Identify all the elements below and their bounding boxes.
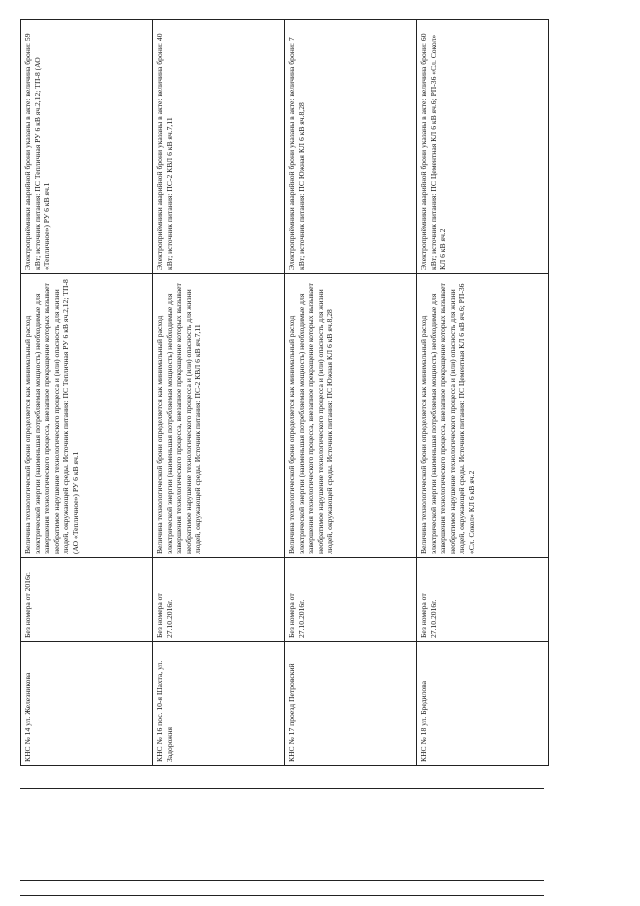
table-row: [153, 20, 285, 766]
technological-reserve-cell: Величина технологической брони определяется как минимальный расход электрической энергии (наименьшая потребляемая мощность) необходимые для завершения технологического процесса, внезапное прекращение которых вызывает необратимое нарушение технологического процесса и (или) опасность для жизни людей, окружающей среды. Источник питания: ПС Цементная КЛ 6 кВ яч.6; РП-36 «Сл. Сокол» КЛ 6 кВ яч.2: [417, 274, 549, 558]
table-row: [21, 20, 153, 766]
object-name-cell: КНС № 17 проезд Петровский: [285, 642, 417, 766]
table-row: [285, 20, 417, 766]
object-name-cell: КНС № 16 пос. 10-я Шахта, ул. Задорожня: [153, 642, 285, 766]
reservation-table: [20, 19, 549, 766]
divider-line: [20, 895, 544, 896]
divider-line: [20, 880, 544, 881]
divider-line: [20, 788, 544, 789]
emergency-reserve-cell: Электроприёмники аварийной брони указаны в акте: величина брони: 60 кВт; источник питания: ПС Цементная КЛ 6 кВ яч.6; РП-36 «Сл. Сокол» КЛ 6 кВ яч.2: [417, 20, 549, 274]
object-name-cell: КНС № 14 ул. Железникова: [21, 642, 153, 766]
emergency-reserve-cell: Электроприёмники аварийной брони указаны в акте: величина брони: 59 кВт; источник питания: ПС Тепличная РУ 6 кВ яч.2,12; ТП-8 (АО «Тепличное») РУ 6 кВ яч.1: [21, 20, 153, 274]
technological-reserve-cell: Величина технологической брони определяется как минимальный расход электрической энергии (наименьшая потребляемая мощность) необходимые для завершения технологического процесса, внезапное прекращение которых вызывает необратимое нарушение технологического процесса и (или) опасность для жизни людей, окружающей среды. Источник питания: ПС Южная КЛ 6 кВ яч.8,28: [285, 274, 417, 558]
emergency-reserve-cell: Электроприёмники аварийной брони указаны в акте: величина брони: 7 кВт; источник питания: ПС Южная КЛ 6 кВ яч.8,28: [285, 20, 417, 274]
document-cell: Без номера от 27.10.2016г.: [417, 558, 549, 642]
document-cell: Без номера от 2016г.: [21, 558, 153, 642]
emergency-reserve-cell: Электроприёмники аварийной брони указаны в акте: величина брони: 40 кВт; источник питания: ПС-2 КВЛ 6 кВ яч.7,11: [153, 20, 285, 274]
table-row: [417, 20, 549, 766]
technological-reserve-cell: Величина технологической брони определяется как минимальный расход электрической энергии (наименьшая потребляемая мощность) необходимые для завершения технологического процесса, внезапное прекращение которых вызывает необратимое нарушение технологического процесса и (или) опасность для жизни людей, окружающей среды. Источник питания: ПС-2 КВЛ 6 кВ яч.7,11: [153, 274, 285, 558]
document-cell: Без номера от 27.10.2016г.: [285, 558, 417, 642]
technological-reserve-cell: Величина технологической брони определяется как минимальный расход электрической энергии (наименьшая потребляемая мощность) необходимые для завершения технологического процесса, внезапное прекращение которых вызывает необратимое нарушение технологического процесса и (или) опасность для жизни людей, окружающей среды. Источник питания: ПС Тепличная РУ 6 кВ яч.2,12; ТП-8 (АО «Тепличное») РУ 6 кВ яч.1: [21, 274, 153, 558]
document-cell: Без номера от 27.10.2016г.: [153, 558, 285, 642]
object-name-cell: КНС № 18 ул. Бредилова: [417, 642, 549, 766]
